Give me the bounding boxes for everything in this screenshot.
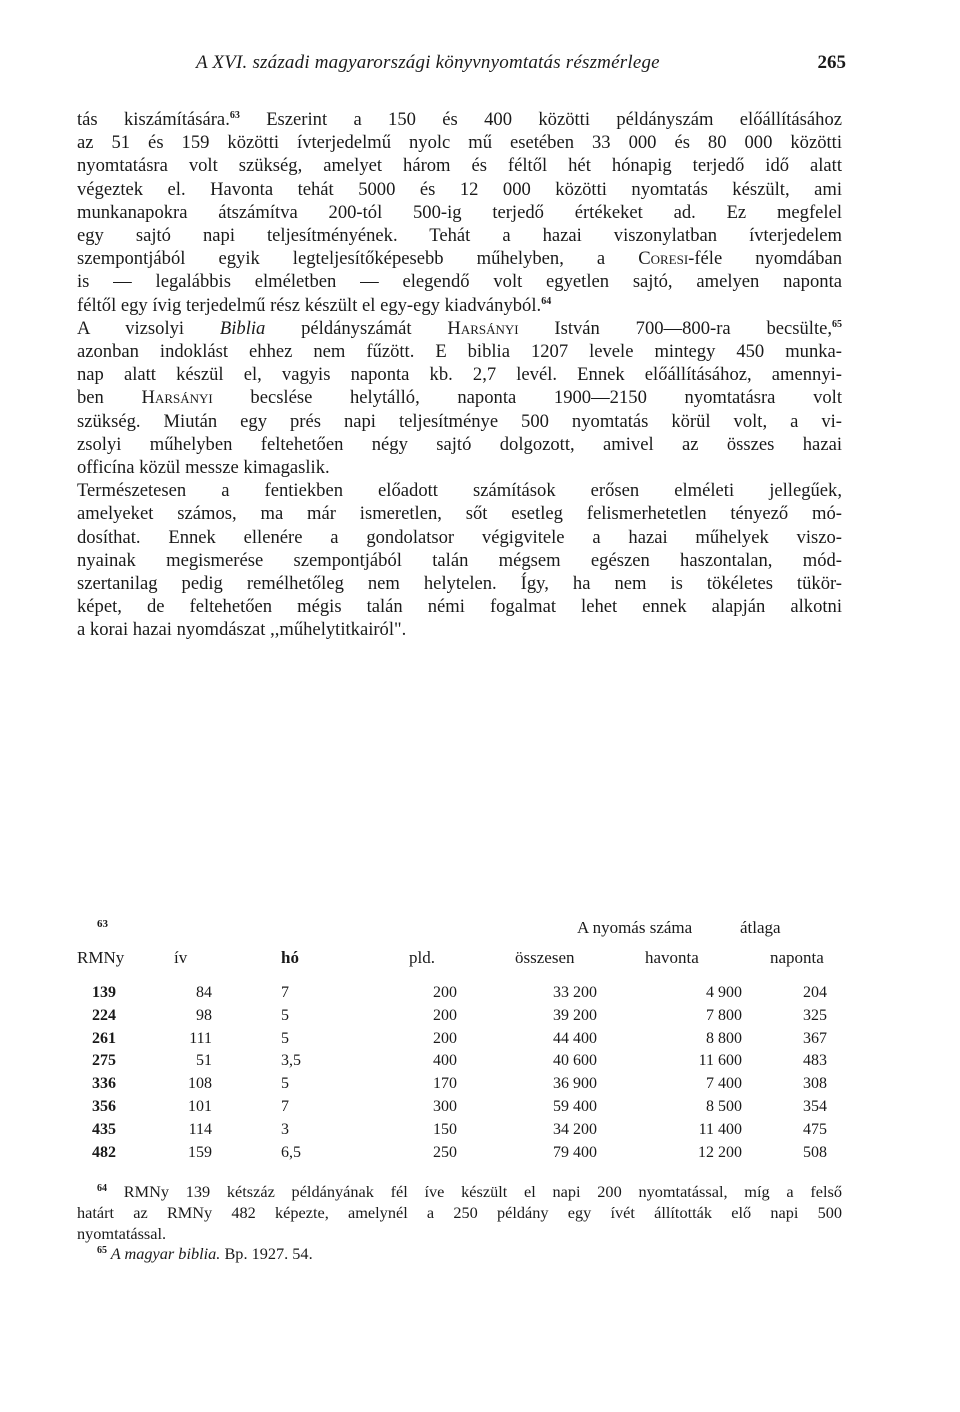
text-line: munkanapokra átszámítva 200-tól 500-ig terjedő értékeket ad. Ez megfelel: [77, 201, 842, 223]
cell-ho: 5: [281, 1075, 289, 1093]
text-line: nap alatt készül el, vagyis naponta kb. 2,7 levél. Ennek előállításához, amennyi-: [77, 364, 842, 386]
text-line: officína közül messze kimagaslik.: [77, 457, 330, 479]
author-name: Harsányi: [141, 387, 213, 409]
text-line: zsolyi műhelyben feltehetően négy sajtó dolgozott, amivel az összes hazai: [77, 433, 842, 455]
text-line: ben Harsányi becslése helytálló, naponta 1900—2150 nyomtatásra volt: [77, 387, 842, 409]
text-line: A vizsolyi Biblia példányszámát Harsányi István 700—800-ra becsülte,$^{65}$: [77, 317, 843, 339]
cell-havonta: 7 800: [706, 1006, 742, 1024]
text-line: szempontjából egyik legteljesítőképesebb műhelyben, a Coresi-féle nyomdában: [77, 248, 842, 270]
footnote-64: $^{64}$ RMNy 139 kétszáz példányának fél íve készült el napi 200 nyomtatással, míg a felső: [97, 1182, 842, 1201]
cell-iv: 98: [196, 1006, 212, 1024]
text-line: a korai hazai nyomdászat ,,műhelytitkairól".: [77, 619, 407, 641]
cell-iv: 51: [196, 1052, 212, 1070]
cell-rmny: 336: [92, 1075, 116, 1093]
cell-naponta: 354: [803, 1098, 827, 1115]
text-line: is — legalábbis elméletben — elegendő volt egyetlen sajtó, amelyen naponta: [77, 271, 842, 293]
text-line: az 51 és 159 közötti ívterjedelmű nyolc mű esetében 33 000 és 80 000 közötti: [77, 132, 842, 154]
cell-ho: 6,5: [281, 1143, 301, 1161]
text-line: szertanilag pedig remélhetőleg nem helytelen. Így, ha nem is tökéletes tükör-: [77, 573, 842, 595]
footnote-ref: 64: [541, 295, 552, 307]
cell-naponta: 204: [803, 984, 827, 1001]
cell-iv: 111: [189, 1029, 212, 1047]
cell-naponta: 308: [803, 1075, 827, 1093]
author-name: Coresi: [638, 248, 689, 270]
cell-havonta: 11 400: [698, 1120, 742, 1138]
table-footnote-mark: 63: [97, 918, 108, 930]
cell-ho: 5: [281, 1006, 289, 1024]
cell-pld: 400: [433, 1052, 457, 1070]
book-title: Biblia: [219, 317, 266, 339]
cell-ho: 5: [281, 1029, 289, 1047]
page-header: [196, 52, 846, 80]
cell-osszesen: 59 400: [553, 1098, 597, 1115]
cell-pld: 200: [433, 1006, 457, 1024]
cell-osszesen: 44 400: [553, 1029, 597, 1047]
column-header-ho: hó: [281, 948, 299, 967]
column-header-rmny: RMNy: [77, 948, 125, 967]
text-line: nyomtatásra volt szükség, amelyet három és féltől hét hónapig terjedő idő alatt: [77, 155, 842, 177]
cell-osszesen: 36 900: [553, 1075, 597, 1093]
cell-iv: 114: [188, 1120, 212, 1138]
footnote-65: $^{65}$ A magyar biblia. Bp. 1927. 54.: [97, 1244, 313, 1264]
cell-naponta: 367: [803, 1029, 827, 1047]
cell-osszesen: 33 200: [553, 984, 597, 1001]
cell-iv: 159: [188, 1143, 212, 1161]
footnote-ref: 65: [832, 318, 843, 330]
cell-pld: 250: [433, 1143, 457, 1161]
cell-havonta: 12 200: [698, 1143, 742, 1161]
cell-iv: 108: [188, 1075, 212, 1093]
cell-havonta: 8 800: [706, 1029, 742, 1047]
text-line: végeztek el. Havonta tehát 5000 és 12 000 közötti nyomtatás készült, ami: [77, 178, 842, 200]
cell-ho: 7: [281, 1098, 289, 1115]
cell-naponta: 508: [803, 1143, 827, 1161]
cell-naponta: 475: [803, 1120, 827, 1138]
cell-ho: 7: [281, 984, 289, 1001]
column-header-iv: ív: [174, 948, 188, 967]
cell-ho: 3: [281, 1120, 289, 1138]
footnote-64-cont: határt az RMNy 482 képezte, amelynél a 250 példány egy ívét állították elő napi 500: [77, 1202, 842, 1222]
data-table: [77, 918, 847, 1168]
table-avg-header: átlaga: [740, 918, 781, 937]
text-line: azonban indoklást ehhez nem fűzött. E biblia 1207 levele mintegy 450 munka-: [77, 341, 842, 363]
cell-osszesen: 79 400: [553, 1143, 597, 1161]
author-name: Harsányi: [447, 317, 519, 339]
cell-osszesen: 40 600: [553, 1052, 597, 1070]
column-header-naponta: naponta: [770, 948, 824, 967]
text-line: szükség. Miután egy prés napi teljesítménye 500 nyomtatás körül volt, a vi-: [77, 410, 842, 432]
cell-pld: 150: [433, 1120, 457, 1138]
cell-havonta: 8 500: [706, 1098, 742, 1115]
column-header-havonta: havonta: [645, 948, 699, 967]
cell-pld: 300: [433, 1098, 457, 1115]
cell-iv: 84: [196, 984, 212, 1001]
cell-pld: 170: [433, 1075, 457, 1093]
footnote-64-cont: nyomtatással.: [77, 1223, 167, 1243]
cell-osszesen: 34 200: [553, 1120, 597, 1138]
main-text: [77, 108, 842, 642]
column-header-osszesen: összesen: [515, 948, 575, 967]
cell-pld: 200: [433, 1029, 457, 1047]
text-line: egy sajtó napi teljesítményének. Tehát a hazai viszonylatban ívterjedelem: [77, 225, 842, 247]
cell-rmny: 275: [92, 1052, 116, 1070]
text-line: nyainak megismerése szempontjából talán mégsem egészen haszontalan, mód-: [77, 549, 842, 571]
cell-havonta: 11 600: [698, 1052, 742, 1070]
cell-iv: 101: [188, 1098, 212, 1115]
cell-rmny: 224: [92, 1006, 116, 1024]
cell-havonta: 4 900: [706, 984, 742, 1001]
footnotes: [77, 1182, 842, 1265]
cell-rmny: 139: [92, 984, 116, 1001]
column-header-pld: pld.: [409, 948, 435, 967]
cell-osszesen: 39 200: [553, 1006, 597, 1024]
cell-ho: 3,5: [281, 1052, 301, 1070]
text-line: képet, de feltehetően mégis talán némi fogalmat lehet ennek alapján alkotni: [77, 596, 842, 618]
text-line: amelyeket számos, ma már ismeretlen, sőt esetleg felismerhetetlen tényező mó-: [77, 503, 842, 525]
text-line: dosíthat. Ennek ellenére a gondolatsor végigvitele a hazai műhelyek viszo-: [77, 526, 842, 548]
cell-naponta: 483: [803, 1052, 827, 1070]
cell-pld: 200: [433, 984, 457, 1001]
cell-rmny: 482: [92, 1143, 116, 1161]
cell-rmny: 356: [92, 1098, 116, 1115]
text-line: Természetesen a fentiekben előadott számítások erősen elméleti jellegűek,: [77, 480, 842, 502]
cell-naponta: 325: [803, 1006, 827, 1024]
page-number: 265: [817, 52, 846, 73]
cell-rmny: 261: [92, 1029, 116, 1047]
cell-havonta: 7 400: [706, 1075, 742, 1093]
cell-rmny: 435: [92, 1120, 116, 1138]
table-group-header: A nyomás száma: [577, 918, 693, 937]
text-line: féltől egy ívig terjedelmű rész készült el egy-egy kiadványból.$^{64}$: [77, 294, 552, 316]
footnote-ref: 63: [229, 110, 240, 121]
running-head: A XVI. századi magyarországi könyvnyomtatás részmérlege: [196, 52, 660, 73]
text-line: tás kiszámítására.$^{63}$ Eszerint a 150 és 400 közötti példányszám előállításához: [77, 109, 842, 130]
